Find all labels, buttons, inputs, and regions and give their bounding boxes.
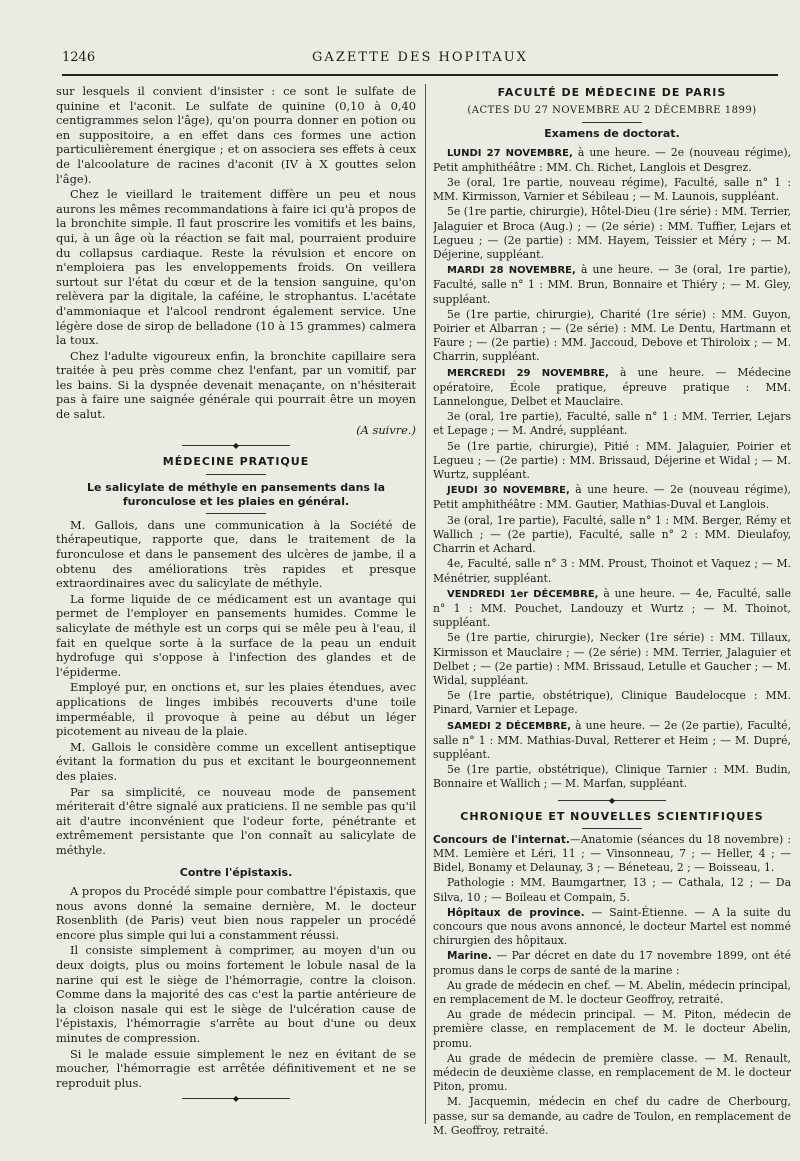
exam-day: MERCREDI 29 NOVEMBRE, (447, 367, 609, 379)
news-lead: Marine. (447, 950, 492, 963)
paragraph: M. Gallois le considère comme un excellent antiseptique évitant la formation du pus et excitant le bourgeonnement des plaies. (56, 739, 416, 783)
news-item: Hôpitaux de province. — Saint-Étienne. — A la suite du concours que nous avons annoncé, le docteur Martel est nommé chirurgien des hôpitaux. (433, 905, 791, 948)
ornament-divider (433, 796, 791, 804)
exam-entry: 3e (oral, 1re partie), Faculté, salle n° 1 : MM. Terrier, Lejars et Lepage ; — M. André, suppléant. (433, 410, 791, 438)
exam-entry: MARDI 28 NOVEMBRE, à une heure. — 3e (oral, 1re partie), Faculté, salle n° 1 : MM. Brun, Bonnaire et Thiéry ; — M. Gley, suppléant. (433, 263, 791, 306)
to-be-continued: (A suivre.) (356, 422, 416, 437)
rule-divider (206, 513, 266, 514)
article-title: Le salicylate de méthyle en pansements dans la furonculose et les plaies en général. (87, 480, 385, 508)
rule-divider (582, 122, 642, 123)
section-heading: MÉDECINE PRATIQUE (162, 455, 310, 469)
exam-entry: 4e, Faculté, salle n° 3 : MM. Proust, Thoinot et Vaquez ; — M. Ménétrier, suppléant. (433, 557, 791, 585)
exam-day: VENDREDI 1er DÉCEMBRE, (447, 588, 599, 600)
exam-entry: 3e (oral, 1re partie, nouveau régime), Faculté, salle n° 1 : MM. Kirmisson, Varnier et Sébileau ; — M. Launois, suppléant. (433, 176, 791, 204)
exam-entry: 5e (1re partie, chirurgie), Hôtel-Dieu (1re série) : MM. Terrier, Jalaguier et Broca (Aug.) ; — (2e série) : MM. Tuffier, Lejars et Legueu ; — (2e partie) : MM. Hayem, Teissier et Méry ; — M. Déjerine, suppléant. (433, 205, 791, 262)
exam-entry: LUNDI 27 NOVEMBRE, à une heure. — 2e (nouveau régime), Petit amphithéâtre : MM. Ch. Richet, Langlois et Desgrez. (433, 145, 791, 174)
section-subheading: (ACTES DU 27 NOVEMBRE AU 2 DÉCEMBRE 1899) (467, 105, 757, 117)
paragraph: M. Gallois, dans une communication à la Société de thérapeutique, rapporte que, dans le traitement de la furonculose et dans le pansement des ulcères de jambe, il a obtenu des améliorations très rapides et presque extraordinaires avec du salicylate de méthyle. (56, 517, 416, 591)
rule-divider (206, 474, 266, 475)
page-header (62, 44, 778, 76)
page-number: 1246 (62, 50, 96, 65)
journal-title: GAZETTE DES HOPITAUX (312, 50, 528, 65)
news-item: Au grade de médecin en chef. — M. Abelin, médecin principal, en remplacement de M. le docteur Geoffroy, retraité. (433, 978, 791, 1006)
exam-day: SAMEDI 2 DÉCEMBRE, (447, 720, 572, 732)
section-heading: FACULTÉ DE MÉDECINE DE PARIS (497, 86, 727, 99)
paragraph: sur lesquels il convient d'insister : ce sont le sulfate de quinine et l'aconit. Le sulfate de quinine (0,10 à 0,40 centigrammes selon l'âge), qu'on pourra donner en potion ou en suppositoire, a en effet dans ces formes une action particulièrement énergique ; et on associera ses effets à ceux de l'alcoolature de racines d'aconit (IV à X gouttes selon l'âge). (56, 84, 416, 186)
exam-day: JEUDI 30 NOVEMBRE, (447, 485, 570, 497)
exam-entry: JEUDI 30 NOVEMBRE, à une heure. — 2e (nouveau régime), Petit amphithéâtre : MM. Gautier, Mathias-Duval et Langlois. (433, 483, 791, 512)
left-column (56, 84, 416, 1144)
exam-entry: 5e (1re partie, chirurgie), Pitié : MM. Jalaguier, Poirier et Legueu ; — (2e partie) : MM. Brissaud, Déjerine et Widal ; — M. Wurtz, suppléant. (433, 439, 791, 482)
exam-entry: 5e (1re partie, chirurgie), Charité (1re série) : MM. Guyon, Poirier et Albarran ; — (2e série) : MM. Le Dentu, Hartmann et Faure ; — (2e partie) : MM. Jaccoud, Debove et Thiroloix ; — M. Charrin, suppléant. (433, 307, 791, 364)
news-item: Pathologie : MM. Baumgartner, 13 ; — Cathala, 12 ; — Da Silva, 10 ; — Boileau et Compain, 5. (433, 876, 791, 904)
paragraph: Chez l'adulte vigoureux enfin, la bronchite capillaire sera traitée à peu près comme chez l'enfant, par un vomitif, par les bains. Si la dyspnée devenait menaçante, on n'hésiterait pas à faire une saignée générale qui pourrait être un moyen de salut. (56, 348, 416, 422)
ornament-divider (56, 441, 416, 449)
exam-day: LUNDI 27 NOVEMBRE, (447, 147, 573, 159)
news-lead: Concours de l'internat. (433, 833, 570, 846)
column-divider (425, 84, 426, 1124)
exam-entry: VENDREDI 1er DÉCEMBRE, à une heure. — 4e, Faculté, salle n° 1 : MM. Pouchet, Landouzy et Wurtz ; — M. Thoinot, suppléant. (433, 586, 791, 630)
ornament-divider (56, 1094, 416, 1102)
paragraph: Si le malade essuie simplement le nez en évitant de se moucher, l'hémorragie est arrêtée définitivement et ne se reproduit plus. (56, 1046, 416, 1090)
rule-divider (582, 828, 642, 829)
section-heading: CHRONIQUE ET NOUVELLES SCIENTIFIQUES (460, 809, 764, 823)
paragraph: Employé pur, en onctions et, sur les plaies étendues, avec applications de linges imbibés recouverts d'une toile imperméable, il provoque à peine au début un léger picotement au niveau de la plaie. (56, 680, 416, 739)
subsection-title: Contre l'épistaxis. (179, 865, 293, 879)
paragraph: Par sa simplicité, ce nouveau mode de pansement mériterait d'être signalé aux praticiens. Il ne semble pas qu'il ait d'autre inconvénient que l'odeur forte, pénétrante et extrêmement persistante que l'on connaît au salicylate de méthyle. (56, 784, 416, 857)
paragraph: La forme liquide de ce médicament est un avantage qui permet de l'employer en pansements humides. Comme le salicylate de méthyle est un corps qui se mêle peu à l'eau, il fait en quelque sorte à la surface de la peau un enduit hydrofuge qui s'oppose à l'infection des glandes et de l'épiderme. (56, 591, 416, 679)
exam-day: MARDI 28 NOVEMBRE, (447, 265, 576, 277)
exam-entry: 5e (1re partie, chirurgie), Necker (1re série) : MM. Tillaux, Kirmisson et Mauclaire ; — (2e série) : MM. Terrier, Jalaguier et Delbet ; — (2e partie) : MM. Brissaud, Letulle et Gaucher ; — M. Widal, suppléant. (433, 631, 791, 687)
right-column (433, 84, 791, 1144)
exam-entry: MERCREDI 29 NOVEMBRE, à une heure. — Médecine opératoire, École pratique, épreuve pratique : MM. Lannelongue, Delbet et Mauclaire. (433, 365, 791, 409)
news-item: Marine. — Par décret en date du 17 novembre 1899, ont été promus dans le corps de santé de la marine : (433, 949, 791, 977)
paragraph: Il consiste simplement à comprimer, au moyen d'un ou deux doigts, plus ou moins fortement le lobule nasal de la narine qui est le siège de l'hémorragie, contre la cloison. Comme dans la majorité des cas c'est la partie antérieure de la cloison nasale qui est le siège de l'ulcération cause de l'épistaxis, l'hémorragie s'arrête au bout d'une ou deux minutes de compression. (56, 943, 416, 1046)
news-item: M. Jacquemin, médecin en chef du cadre de Cherbourg, passe, sur sa demande, au cadre de Toulon, en remplacement de M. Geoffroy, retraité. (433, 1095, 791, 1137)
news-item: Au grade de médecin de première classe. — M. Renault, médecin de deuxième classe, en remplacement de M. le docteur Piton, promu. (433, 1051, 791, 1094)
exam-entry: 5e (1re partie, obstétrique), Clinique Baudelocque : MM. Pinard, Varnier et Lepage. (433, 689, 791, 717)
exam-title: Examens de doctorat. (544, 127, 680, 141)
news-item: Au grade de médecin principal. — M. Piton, médecin de première classe, en remplacement de M. le docteur Abelin, promu. (433, 1008, 791, 1050)
news-item: Concours de l'internat.—Anatomie (séances du 18 novembre) : MM. Lemière et Léri, 11 ; — Vinsonneau, 7 ; — Heller, 4 ; — Bidel, Bonamy et Delaunay, 3 ; — Béneteau, 2 ; — Boisseau, 1. (433, 832, 791, 875)
exam-entry: SAMEDI 2 DÉCEMBRE, à une heure. — 2e (2e partie), Faculté, salle n° 1 : MM. Mathias-Duval, Retterer et Heim ; — M. Dupré, suppléant. (433, 718, 791, 761)
exam-entry: 3e (oral, 1re partie), Faculté, salle n° 1 : MM. Berger, Rémy et Wallich ; — (2e partie), Faculté, salle n° 2 : MM. Dieulafoy, Charrin et Achard. (433, 513, 791, 556)
paragraph: A propos du Procédé simple pour combattre l'épistaxis, que nous avons donné la semaine dernière, M. le docteur Rosenblith (de Paris) veut bien nous rappeler un procédé encore plus simple qui lui a constamment réussi. (56, 884, 416, 942)
news-lead: Hôpitaux de province. (447, 906, 585, 919)
paragraph: Chez le vieillard le traitement diffère un peu et nous aurons les mêmes recommandations à faire ici qu'à propos de la bronchite simple. Il faut proscrire les vomitifs et les bains, qui, à un âge où la réaction se fait mal, pourraient produire du collapsus cardiaque. Reste la révulsion et encore on n'emploiera pas les enveloppements froids. On veillera surtout sur l'état du cœur et de la tension sanguine, qu'on relèvera par la digitale, la caféine, le strophantus. L'acétate d'ammoniaque et l'alcool rendront également service. Une légère dose de sirop de belladone (10 à 15 grammes) calmera la toux. (56, 187, 416, 348)
exam-entry: 5e (1re partie, obstétrique), Clinique Tarnier : MM. Budin, Bonnaire et Wallich ; — M. Marfan, suppléant. (433, 763, 791, 791)
